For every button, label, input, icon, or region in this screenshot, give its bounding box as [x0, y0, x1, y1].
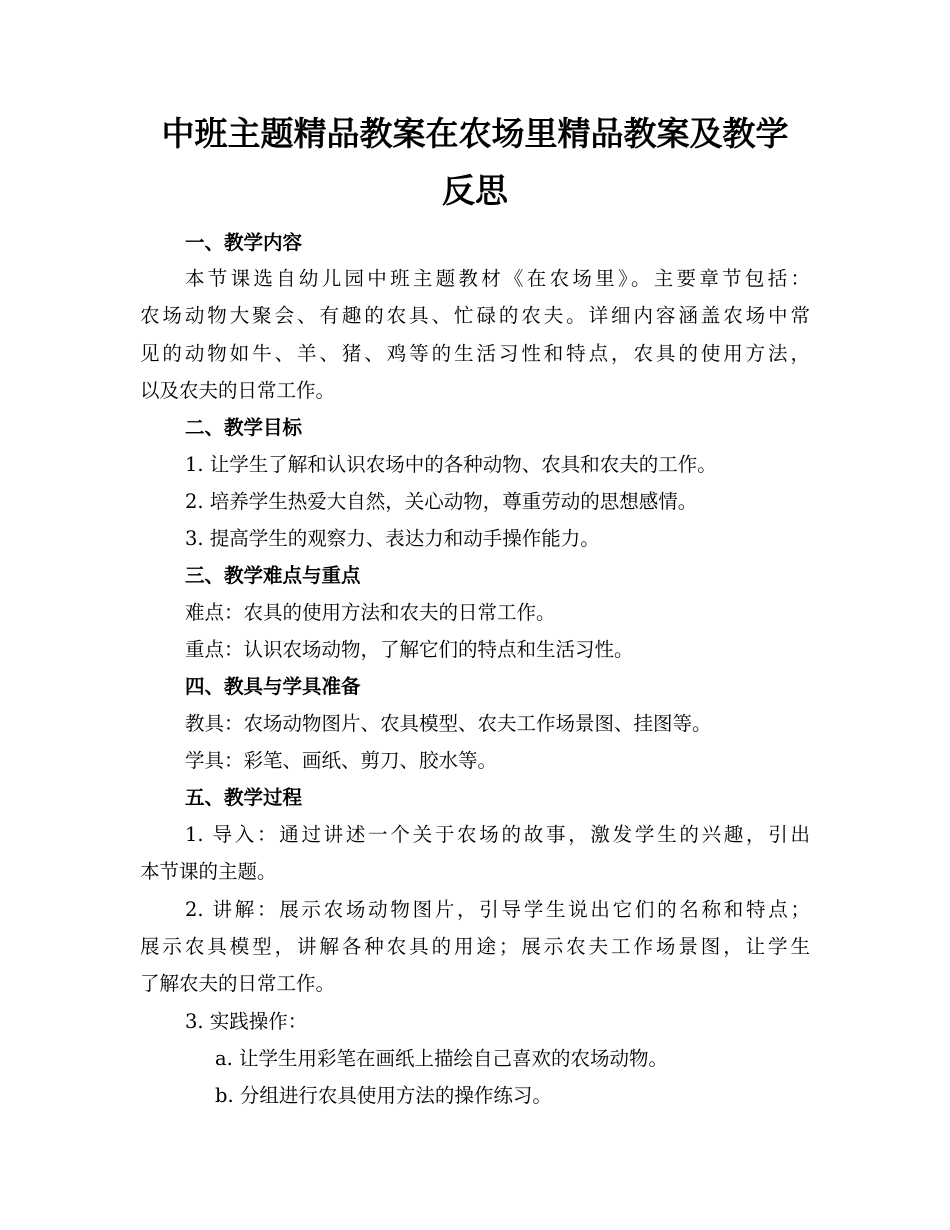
list-item: 1. 让学生了解和认识农场中的各种动物、农具和农夫的工作。: [185, 453, 717, 476]
sub-step-item: a. 让学生用彩笔在画纸上描绘自己喜欢的农场动物。: [215, 1047, 669, 1070]
sub-step-item: b. 分组进行农具使用方法的操作练习。: [215, 1084, 552, 1107]
process-step-line: 3. 实践操作：: [185, 1010, 308, 1033]
process-step-line: 本节课的主题。: [140, 860, 277, 883]
section-heading-materials: 四、教具与学具准备: [185, 675, 361, 698]
process-step-line: 2. 讲解：展示农场动物图片，引导学生说出它们的名称和特点；: [185, 898, 810, 921]
section-heading-teaching-process: 五、教学过程: [185, 786, 303, 809]
list-item: 3. 提高学生的观察力、表达力和动手操作能力。: [185, 527, 600, 550]
section-heading-teaching-goals: 二、教学目标: [185, 416, 303, 439]
process-step-line: 展示农具模型，讲解各种农具的用途；展示农夫工作场景图，让学生: [140, 935, 810, 958]
difficulty-text: 难点：农具的使用方法和农夫的日常工作。: [185, 601, 556, 624]
process-step-line: 了解农夫的日常工作。: [140, 972, 336, 995]
paragraph-line: 见的动物如牛、羊、猪、鸡等的生活习性和特点，农具的使用方法，: [140, 342, 810, 365]
paragraph-line: 农场动物大聚会、有趣的农具、忙碌的农夫。详细内容涵盖农场中常: [140, 304, 810, 327]
paragraph-line: 以及农夫的日常工作。: [140, 379, 336, 402]
document-title-line-2: 反思: [442, 171, 508, 210]
list-item: 2. 培养学生热爱大自然，关心动物，尊重劳动的思想感情。: [185, 490, 698, 513]
section-heading-difficulty-and-focus: 三、教学难点与重点: [185, 564, 361, 587]
process-step-line: 1. 导入：通过讲述一个关于农场的故事，激发学生的兴趣，引出: [185, 823, 810, 846]
section-heading-teaching-content: 一、教学内容: [185, 231, 303, 254]
focus-text: 重点：认识农场动物，了解它们的特点和生活习性。: [185, 638, 634, 661]
teacher-tools-text: 教具：农场动物图片、农具模型、农夫工作场景图、挂图等。: [185, 712, 712, 735]
document-title-line-1: 中班主题精品教案在农场里精品教案及教学: [161, 114, 789, 153]
paragraph-line: 本节课选自幼儿园中班主题教材《在农场里》。主要章节包括：: [185, 267, 810, 290]
student-tools-text: 学具：彩笔、画纸、剪刀、胶水等。: [185, 749, 498, 772]
